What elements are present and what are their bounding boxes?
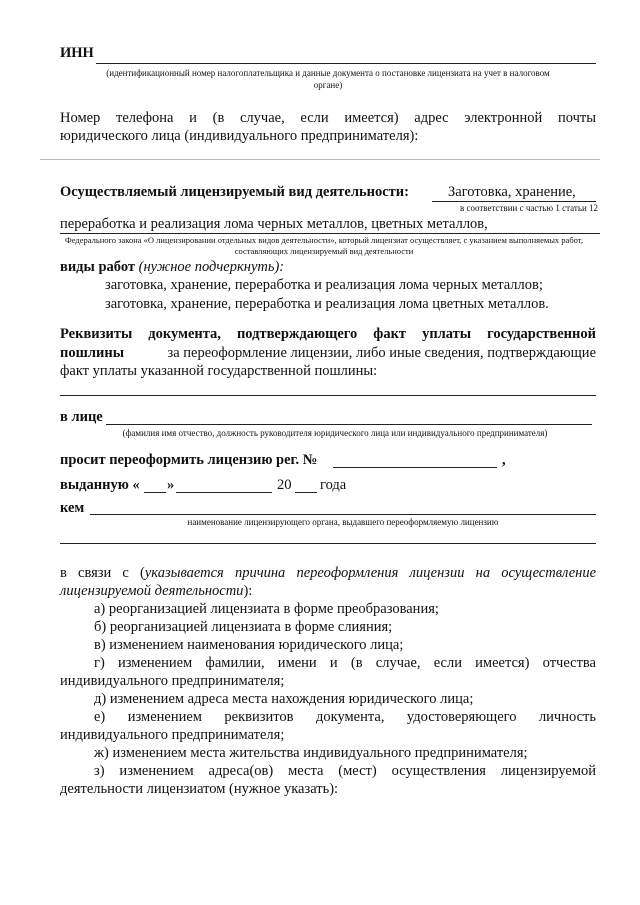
fee-line-2 [60, 345, 596, 362]
issued-by-caption: наименование лицензирующего органа, выдавшего переоформляемую лицензию [187, 517, 499, 527]
inn-input-line[interactable] [96, 63, 596, 64]
work-types-label: виды работ [60, 259, 136, 275]
reason-intro-start: в связи с ( [60, 565, 145, 581]
reason-item-a[interactable]: а) реорганизацией лицензиата в форме преобразования; [94, 601, 439, 617]
activity-label: Осуществляемый лицензируемый вид деятельности: [60, 184, 409, 200]
request-text: просит переоформить лицензию рег. № [60, 452, 318, 468]
reason-item-d[interactable]: д) изменением адреса места нахождения юридического лица; [94, 691, 474, 707]
contacts-text: Номер телефона и (в случае, если имеется) адрес электронной почты [60, 110, 596, 126]
reason-item-e-cont: индивидуального предпринимателя; [60, 727, 285, 743]
issued-year-suffix: года [320, 477, 347, 493]
contacts-input-line[interactable] [40, 159, 600, 160]
person-caption: (фамилия имя отчество, должность руководителя юридического лица или индивидуального предпринимателя) [122, 428, 548, 438]
issued-label: выданную « [60, 477, 140, 493]
reason-intro-italic-2: лицензируемой деятельности [60, 583, 244, 599]
fee-text: за переоформление лицензии, либо иные сведения, подтверждающие [167, 345, 596, 361]
issued-year-line[interactable] [295, 492, 317, 493]
person-input-line[interactable] [106, 424, 592, 425]
reason-item-g-cont: индивидуального предпринимателя; [60, 673, 285, 689]
reason-item-z-cont: деятельности лицензиатом (нужное указать): [60, 781, 339, 797]
reason-intro-italic: указывается причина переоформления лицензии на осуществление [144, 565, 597, 581]
reason-item-zh[interactable]: ж) изменением места жительства индивидуального предпринимателя; [94, 745, 528, 761]
issued-month-line[interactable] [176, 492, 272, 493]
fee-heading-end: пошлины [60, 345, 125, 361]
issued-year-prefix: 20 [277, 477, 292, 493]
license-number-line[interactable] [333, 467, 497, 468]
work-type-option[interactable]: заготовка, хранение, переработка и реализация лома цветных металлов. [105, 296, 549, 312]
request-comma: , [502, 452, 506, 468]
inn-label: ИНН [60, 45, 94, 61]
reason-item-v[interactable]: в) изменением наименования юридического лица; [94, 637, 404, 653]
activity-value-line [432, 201, 596, 202]
activity-caption: в соответствии с частью 1 статьи 12 [460, 203, 599, 213]
issued-by-label: кем [60, 500, 85, 516]
work-type-option[interactable]: заготовка, хранение, переработка и реализация лома черных металлов; [105, 277, 543, 293]
activity-value: Заготовка, хранение, [448, 184, 576, 200]
person-label: в лице [60, 409, 103, 425]
issued-day-line[interactable] [144, 492, 166, 493]
reason-intro [60, 565, 596, 582]
fee-text-2: факт уплаты указанной государственной пошлины: [60, 363, 378, 379]
reason-intro-2 [60, 583, 252, 600]
activity-caption-2: Федерального закона «О лицензировании отдельных видов деятельности», который лицензиат осуществляет, с указанием выполняемых работ, [65, 235, 583, 245]
inn-caption-2: органе) [313, 80, 343, 90]
work-types-hint: (нужное подчеркнуть): [138, 259, 285, 275]
reason-item-g[interactable]: г) изменением фамилии, имени и (в случае, если имеется) отчества [94, 655, 596, 671]
activity-caption-3: составляющих лицензируемый вид деятельности [234, 246, 414, 256]
reason-item-b[interactable]: б) реорганизацией лицензиата в форме слияния; [94, 619, 393, 635]
issued-by-input-line[interactable] [90, 514, 596, 515]
fee-heading: Реквизиты документа, подтверждающего факт уплаты государственной [60, 326, 596, 342]
issued-quote-close: » [167, 477, 175, 493]
reason-intro-end: ): [243, 583, 253, 599]
activity-value-2: переработка и реализация лома черных металлов, цветных металлов, [60, 216, 488, 232]
inn-caption: (идентификационный номер налогоплательщика и данные документа о постановке лицензиата на учет в налоговом [106, 68, 550, 78]
issued-by-input-line-2[interactable] [60, 543, 596, 544]
work-types-heading [60, 259, 284, 276]
contacts-text-2: юридического лица (индивидуального предпринимателя): [60, 128, 419, 144]
activity-value-line-2 [60, 233, 600, 234]
reason-item-e[interactable]: е) изменением реквизитов документа, удостоверяющего личность [94, 709, 596, 725]
reason-item-z[interactable]: з) изменением адреса(ов) места (мест) осуществления лицензируемой [94, 763, 596, 779]
fee-input-line[interactable] [60, 395, 596, 396]
